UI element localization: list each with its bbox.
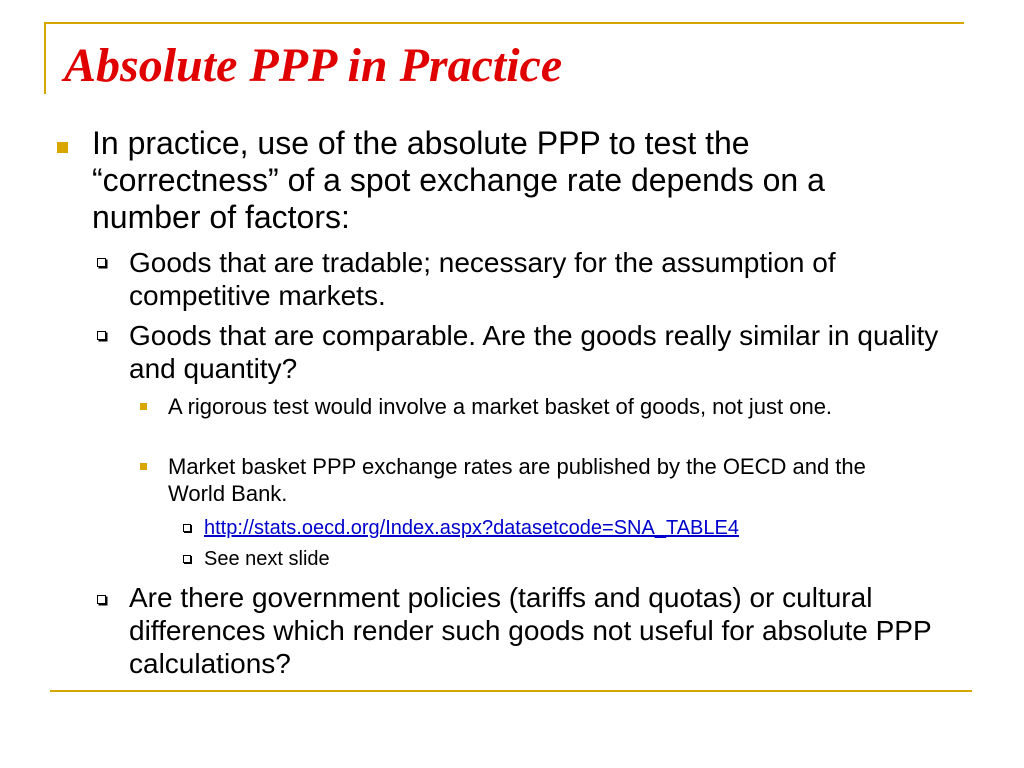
frame-bottom-line <box>50 690 972 692</box>
main-point: In practice, use of the absolute PPP to test the “correctness” of a spot exchange rate depends on a number of factors: <box>92 125 825 235</box>
sub-sub-point-market-basket: Market basket PPP exchange rates are published by the OECD and the World Bank. <box>168 454 866 506</box>
hollow-square-bullet-icon <box>183 555 191 563</box>
oecd-stats-link[interactable]: http://stats.oecd.org/Index.aspx?datasetcode=SNA_TABLE4 <box>204 517 739 539</box>
frame-left-line <box>44 22 46 94</box>
sub-point-government-policies: Are there government policies (tariffs and quotas) or cultural differences which render such goods not useful for absolute PPP calculations? <box>129 582 932 679</box>
square-bullet-icon <box>57 142 68 153</box>
square-bullet-icon <box>140 403 147 410</box>
sub-point-tradable: Goods that are tradable; necessary for the assumption of competitive markets. <box>129 247 836 311</box>
slide-title: Absolute PPP in Practice <box>64 39 563 92</box>
hollow-square-bullet-icon <box>183 524 191 532</box>
hollow-square-bullet-icon <box>97 258 106 267</box>
sub-point-comparable: Goods that are comparable. Are the goods really similar in quality and quantity? <box>129 320 939 384</box>
hollow-square-bullet-icon <box>97 331 106 340</box>
hollow-square-bullet-icon <box>97 595 106 604</box>
square-bullet-icon <box>140 463 147 470</box>
sub-sub-point-rigorous-test: A rigorous test would involve a market basket of goods, not just one. <box>168 394 833 419</box>
frame-top-line <box>44 22 964 24</box>
see-next-slide-text: See next slide <box>204 548 330 570</box>
